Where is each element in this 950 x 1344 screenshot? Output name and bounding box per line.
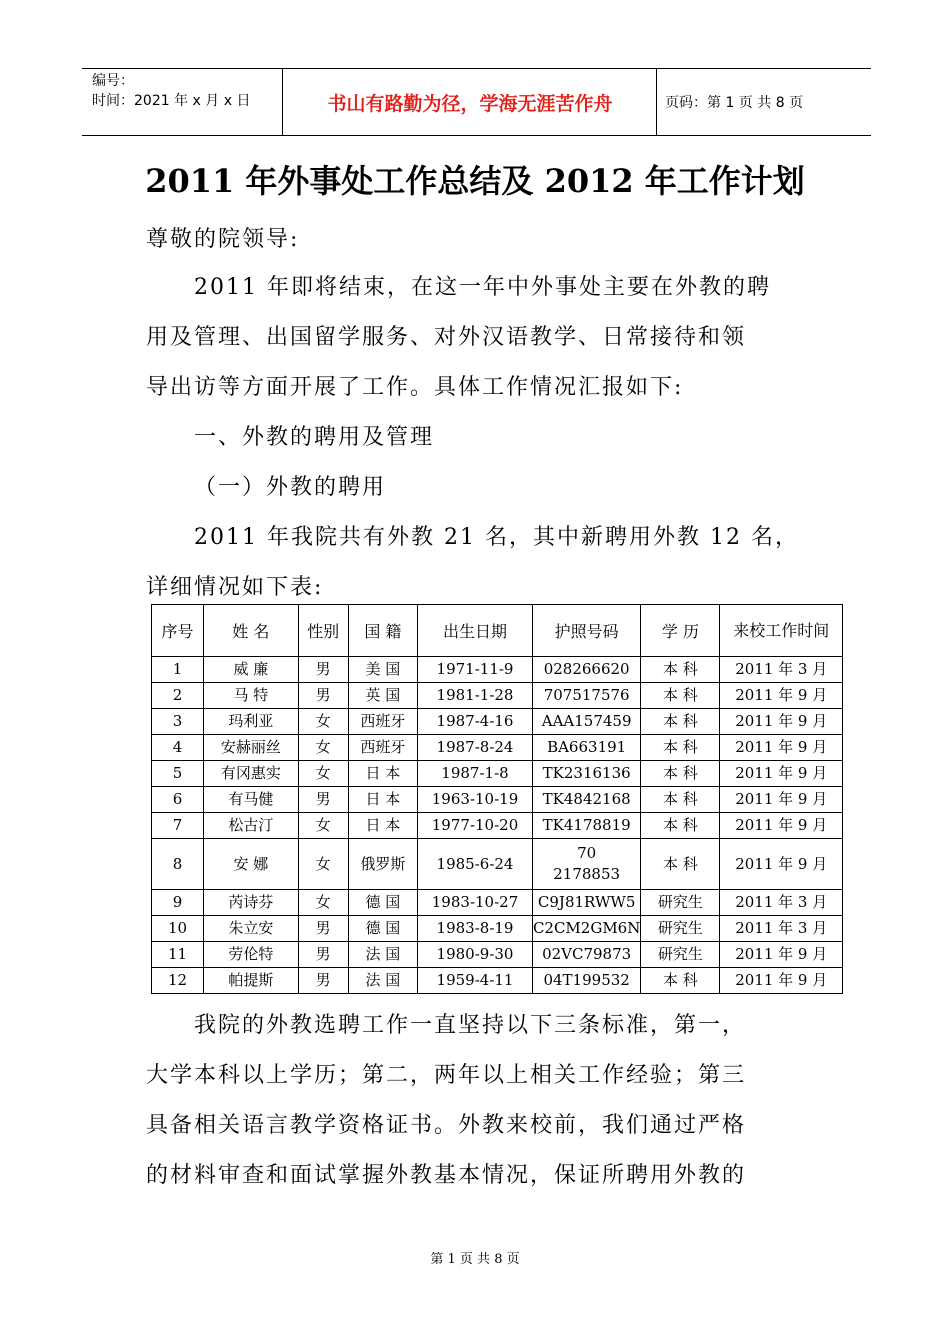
- cell-education: 本 科: [641, 968, 720, 994]
- cell-gender: 女: [298, 735, 348, 761]
- header-motto: 书山有路勤为径，学海无涯苦作舟: [327, 92, 613, 115]
- cell-birthdate: 1971-11-9: [418, 657, 533, 683]
- hire-line: 详细情况如下表:: [146, 575, 324, 600]
- col-header-passport: 护照号码: [532, 605, 640, 657]
- cell-start-date: 2011 年 9 月: [720, 787, 843, 813]
- header-divider: [656, 69, 657, 135]
- cell-gender: 女: [298, 890, 348, 916]
- cell-passport: C9J81RWW5: [532, 890, 640, 916]
- hire-line: 2011 年我院共有外教 21 名，其中新聘用外教 12 名，: [194, 525, 799, 550]
- body-line: 具备相关语言教学资格证书。外教来校前，我们通过严格: [146, 1113, 747, 1138]
- cell-index: 12: [152, 968, 204, 994]
- cell-education: 本 科: [641, 813, 720, 839]
- cell-education: 本 科: [641, 761, 720, 787]
- document-number-label: 编号：: [92, 73, 134, 89]
- cell-birthdate: 1977-10-20: [418, 813, 533, 839]
- cell-start-date: 2011 年 3 月: [720, 657, 843, 683]
- cell-name: 劳伦特: [204, 942, 299, 968]
- table-row: [152, 787, 843, 813]
- header-page-info: 页码：第 1 页 共 8 页: [665, 95, 804, 111]
- cell-index: 4: [152, 735, 204, 761]
- cell-index: 1: [152, 657, 204, 683]
- cell-nationality: 俄罗斯: [348, 839, 417, 890]
- section-heading: 一、外教的聘用及管理: [194, 425, 435, 450]
- cell-gender: 女: [298, 813, 348, 839]
- cell-index: 9: [152, 890, 204, 916]
- intro-line: 2011 年即将结束，在这一年中外事处主要在外教的聘: [194, 275, 771, 300]
- cell-index: 2: [152, 683, 204, 709]
- cell-gender: 女: [298, 761, 348, 787]
- page-footer: 第 1 页 共 8 页: [430, 1252, 520, 1267]
- table-row: [152, 683, 843, 709]
- body-line: 的材料审查和面试掌握外教基本情况，保证所聘用外教的: [146, 1163, 747, 1188]
- cell-name: 安 娜: [204, 839, 299, 890]
- cell-index: 7: [152, 813, 204, 839]
- cell-start-date: 2011 年 3 月: [720, 916, 843, 942]
- cell-start-date: 2011 年 9 月: [720, 709, 843, 735]
- cell-education: 研究生: [641, 942, 720, 968]
- cell-nationality: 法 国: [348, 968, 417, 994]
- cell-nationality: 英 国: [348, 683, 417, 709]
- cell-name: 帕提斯: [204, 968, 299, 994]
- cell-passport: C2CM2GM6N: [532, 916, 640, 942]
- table-row: [152, 942, 843, 968]
- intro-line: 导出访等方面开展了工作。具体工作情况汇报如下:: [146, 375, 684, 400]
- cell-gender: 女: [298, 709, 348, 735]
- cell-nationality: 西班牙: [348, 735, 417, 761]
- cell-index: 8: [152, 839, 204, 890]
- cell-birthdate: 1981-1-28: [418, 683, 533, 709]
- cell-nationality: 日 本: [348, 761, 417, 787]
- col-header-education: 学 历: [641, 605, 720, 657]
- cell-nationality: 德 国: [348, 890, 417, 916]
- cell-gender: 女: [298, 839, 348, 890]
- cell-name: 威 廉: [204, 657, 299, 683]
- cell-nationality: 日 本: [348, 813, 417, 839]
- table-row: [152, 839, 843, 890]
- cell-name: 松古汀: [204, 813, 299, 839]
- table-row: [152, 735, 843, 761]
- cell-name: 马 特: [204, 683, 299, 709]
- table-header-row: [152, 605, 843, 657]
- cell-birthdate: 1983-10-27: [418, 890, 533, 916]
- cell-birthdate: 1987-8-24: [418, 735, 533, 761]
- cell-passport: 70 2178853: [532, 839, 640, 890]
- cell-education: 本 科: [641, 657, 720, 683]
- body-line: 我院的外教选聘工作一直坚持以下三条标准，第一，: [194, 1013, 747, 1038]
- cell-gender: 男: [298, 787, 348, 813]
- cell-nationality: 法 国: [348, 942, 417, 968]
- page-header: [82, 68, 871, 136]
- cell-start-date: 2011 年 9 月: [720, 683, 843, 709]
- cell-education: 研究生: [641, 916, 720, 942]
- cell-gender: 男: [298, 657, 348, 683]
- cell-name: 芮诗芬: [204, 890, 299, 916]
- cell-index: 11: [152, 942, 204, 968]
- col-header-gender: 性别: [298, 605, 348, 657]
- cell-education: 研究生: [641, 890, 720, 916]
- cell-passport: TK4842168: [532, 787, 640, 813]
- cell-start-date: 2011 年 9 月: [720, 968, 843, 994]
- cell-birthdate: 1980-9-30: [418, 942, 533, 968]
- cell-passport: AAA157459: [532, 709, 640, 735]
- cell-start-date: 2011 年 9 月: [720, 761, 843, 787]
- cell-birthdate: 1983-8-19: [418, 916, 533, 942]
- cell-nationality: 日 本: [348, 787, 417, 813]
- table-row: [152, 890, 843, 916]
- cell-education: 本 科: [641, 839, 720, 890]
- cell-gender: 男: [298, 942, 348, 968]
- salutation: 尊敬的院领导:: [146, 227, 300, 252]
- cell-start-date: 2011 年 9 月: [720, 839, 843, 890]
- document-title: 2011 年外事处工作总结及 2012 年工作计划: [145, 162, 805, 200]
- table-row: [152, 657, 843, 683]
- cell-nationality: 美 国: [348, 657, 417, 683]
- table-row: [152, 813, 843, 839]
- cell-start-date: 2011 年 9 月: [720, 735, 843, 761]
- cell-passport: TK4178819: [532, 813, 640, 839]
- cell-index: 6: [152, 787, 204, 813]
- foreign-teacher-table: [151, 604, 843, 994]
- cell-birthdate: 1985-6-24: [418, 839, 533, 890]
- cell-education: 本 科: [641, 787, 720, 813]
- header-meta: [92, 71, 282, 111]
- header-divider: [282, 69, 283, 135]
- cell-education: 本 科: [641, 709, 720, 735]
- cell-name: 安赫丽丝: [204, 735, 299, 761]
- table-row: [152, 916, 843, 942]
- cell-start-date: 2011 年 9 月: [720, 942, 843, 968]
- cell-birthdate: 1959-4-11: [418, 968, 533, 994]
- cell-gender: 男: [298, 916, 348, 942]
- col-header-index: 序号: [152, 605, 204, 657]
- cell-name: 有冈惠实: [204, 761, 299, 787]
- body-line: 大学本科以上学历；第二，两年以上相关工作经验；第三: [146, 1063, 747, 1088]
- intro-line: 用及管理、出国留学服务、对外汉语教学、日常接待和领: [146, 325, 747, 350]
- cell-passport: 028266620: [532, 657, 640, 683]
- table-row: [152, 761, 843, 787]
- cell-start-date: 2011 年 3 月: [720, 890, 843, 916]
- subsection-heading: （一）外教的聘用: [194, 475, 387, 500]
- col-header-birthdate: 出生日期: [418, 605, 533, 657]
- table-row: [152, 709, 843, 735]
- cell-passport: BA663191: [532, 735, 640, 761]
- document-time-label: 时间：2021 年 x 月 x 日: [92, 93, 251, 109]
- cell-education: 本 科: [641, 683, 720, 709]
- cell-index: 5: [152, 761, 204, 787]
- cell-birthdate: 1987-1-8: [418, 761, 533, 787]
- cell-nationality: 德 国: [348, 916, 417, 942]
- cell-name: 朱立安: [204, 916, 299, 942]
- col-header-nationality: 国 籍: [348, 605, 417, 657]
- cell-passport: 04T199532: [532, 968, 640, 994]
- cell-name: 有马健: [204, 787, 299, 813]
- cell-name: 玛利亚: [204, 709, 299, 735]
- cell-passport: TK2316136: [532, 761, 640, 787]
- cell-index: 10: [152, 916, 204, 942]
- cell-gender: 男: [298, 968, 348, 994]
- cell-passport: 02VC79873: [532, 942, 640, 968]
- cell-gender: 男: [298, 683, 348, 709]
- col-header-name: 姓 名: [204, 605, 299, 657]
- cell-birthdate: 1963-10-19: [418, 787, 533, 813]
- col-header-start-date: 来校工作时间: [720, 605, 843, 657]
- cell-nationality: 西班牙: [348, 709, 417, 735]
- cell-birthdate: 1987-4-16: [418, 709, 533, 735]
- cell-passport: 707517576: [532, 683, 640, 709]
- cell-education: 本 科: [641, 735, 720, 761]
- table-row: [152, 968, 843, 994]
- cell-start-date: 2011 年 9 月: [720, 813, 843, 839]
- cell-index: 3: [152, 709, 204, 735]
